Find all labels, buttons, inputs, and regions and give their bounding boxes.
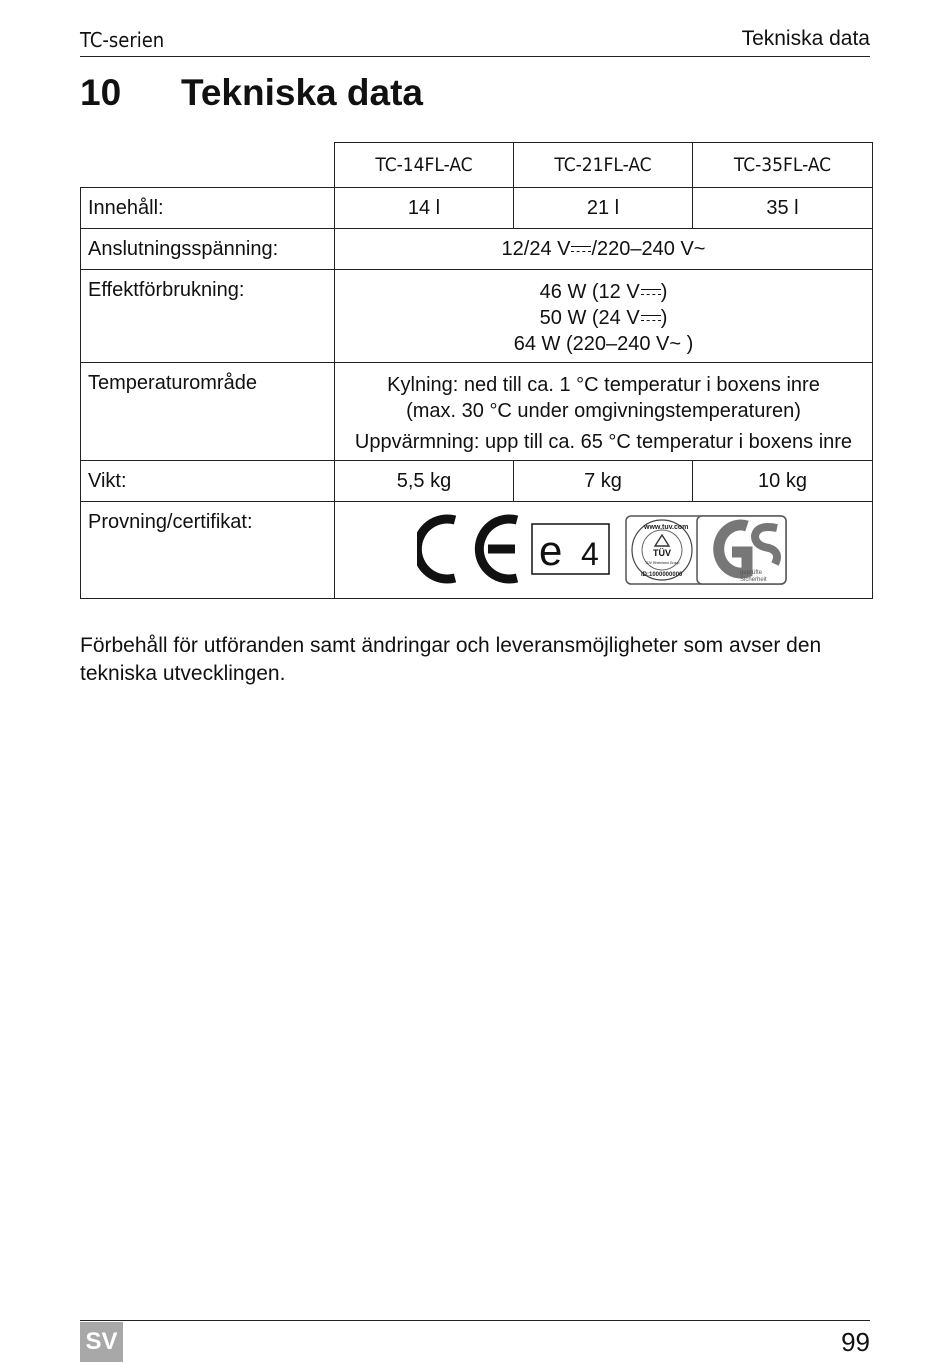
certification-logos xyxy=(417,512,789,586)
table-cell: 21 l xyxy=(514,188,693,229)
row-label-anslutning: Anslutningsspänning: xyxy=(81,229,335,270)
svg-text:ID:1000000000: ID:1000000000 xyxy=(641,572,683,578)
ac-symbol-icon: ~ xyxy=(693,238,706,260)
technical-data-table xyxy=(80,142,873,599)
power-line xyxy=(335,331,872,357)
section-title-text: Tekniska data xyxy=(181,72,423,113)
voltage-dc-text: 12/24 V xyxy=(501,238,571,260)
disclaimer-note: Förbehåll för utföranden samt ändringar och leveransmöjligheter som avser den tekniska utvecklingen. xyxy=(80,634,822,685)
table-cell xyxy=(335,270,873,363)
power-text: 46 W (12 V xyxy=(539,281,640,303)
model-header: TC-21FL-AC xyxy=(514,143,693,188)
dc-symbol-icon xyxy=(571,245,591,255)
temp-line: Uppvärmning: upp till ca. 65 °C temperatur i boxens inre xyxy=(354,431,853,453)
table-cell xyxy=(335,363,873,461)
table-row xyxy=(81,143,873,188)
model-header: TC-14FL-AC xyxy=(335,143,514,188)
temp-line: Kylning: ned till ca. 1 °C temperatur i boxens inre xyxy=(387,374,820,396)
row-label-effekt: Effektförbrukning: xyxy=(81,270,335,363)
table-row xyxy=(81,363,873,461)
svg-text:Sicherheit: Sicherheit xyxy=(740,577,767,583)
table-row xyxy=(81,270,873,363)
power-line xyxy=(335,279,872,305)
svg-text:geprüfte: geprüfte xyxy=(740,570,763,576)
dc-symbol-icon xyxy=(641,314,661,324)
row-label-vikt: Vikt: xyxy=(81,461,335,502)
table-cell xyxy=(335,229,873,270)
footer-rule xyxy=(80,1320,870,1321)
certification-marks xyxy=(335,502,872,589)
table-row xyxy=(81,502,873,599)
svg-text:4: 4 xyxy=(581,536,599,572)
power-line xyxy=(335,305,872,331)
temp-line: (max. 30 °C under omgivningstemperaturen) xyxy=(406,400,801,422)
svg-text:e: e xyxy=(539,527,563,574)
power-text: ) xyxy=(681,333,694,355)
model-header: TC-35FL-AC xyxy=(693,143,873,188)
table-row xyxy=(81,188,873,229)
tuv-gs-mark-icon xyxy=(626,516,786,584)
header-series: TC-serien xyxy=(80,28,165,52)
table-cell: 14 l xyxy=(335,188,514,229)
row-label-certifikat: Provning/certifikat: xyxy=(81,502,335,599)
voltage-ac-text: /220–240 V xyxy=(591,238,694,260)
table-cell: 10 kg xyxy=(693,461,873,502)
header-section: Tekniska data xyxy=(741,27,870,50)
section-title xyxy=(80,72,423,114)
section-number: 10 xyxy=(80,72,122,113)
dc-symbol-icon xyxy=(641,288,661,298)
row-label-temperatur: Temperaturområde xyxy=(81,363,335,461)
e-mark-icon xyxy=(532,524,609,574)
row-label-innehall: Innehåll: xyxy=(81,188,335,229)
language-badge: SV xyxy=(80,1322,123,1362)
svg-text:TÜV: TÜV xyxy=(653,548,671,558)
page-header xyxy=(80,26,870,57)
power-text: 50 W (24 V xyxy=(539,307,640,329)
table-cell xyxy=(335,502,873,599)
ac-symbol-icon: ~ xyxy=(669,333,682,355)
empty-cell xyxy=(81,143,335,188)
ce-mark-icon xyxy=(417,519,517,579)
table-row xyxy=(81,461,873,502)
svg-text:www.tuv.com: www.tuv.com xyxy=(644,524,689,531)
power-text: 64 W (220–240 V xyxy=(513,333,670,355)
svg-text:TÜV Rheinland Group: TÜV Rheinland Group xyxy=(645,561,680,565)
power-text: ) xyxy=(660,281,668,303)
page-number: 99 xyxy=(841,1327,870,1357)
table-cell: 5,5 kg xyxy=(335,461,514,502)
table-row xyxy=(81,229,873,270)
table-cell: 7 kg xyxy=(514,461,693,502)
power-text: ) xyxy=(660,307,668,329)
table-cell: 35 l xyxy=(693,188,873,229)
